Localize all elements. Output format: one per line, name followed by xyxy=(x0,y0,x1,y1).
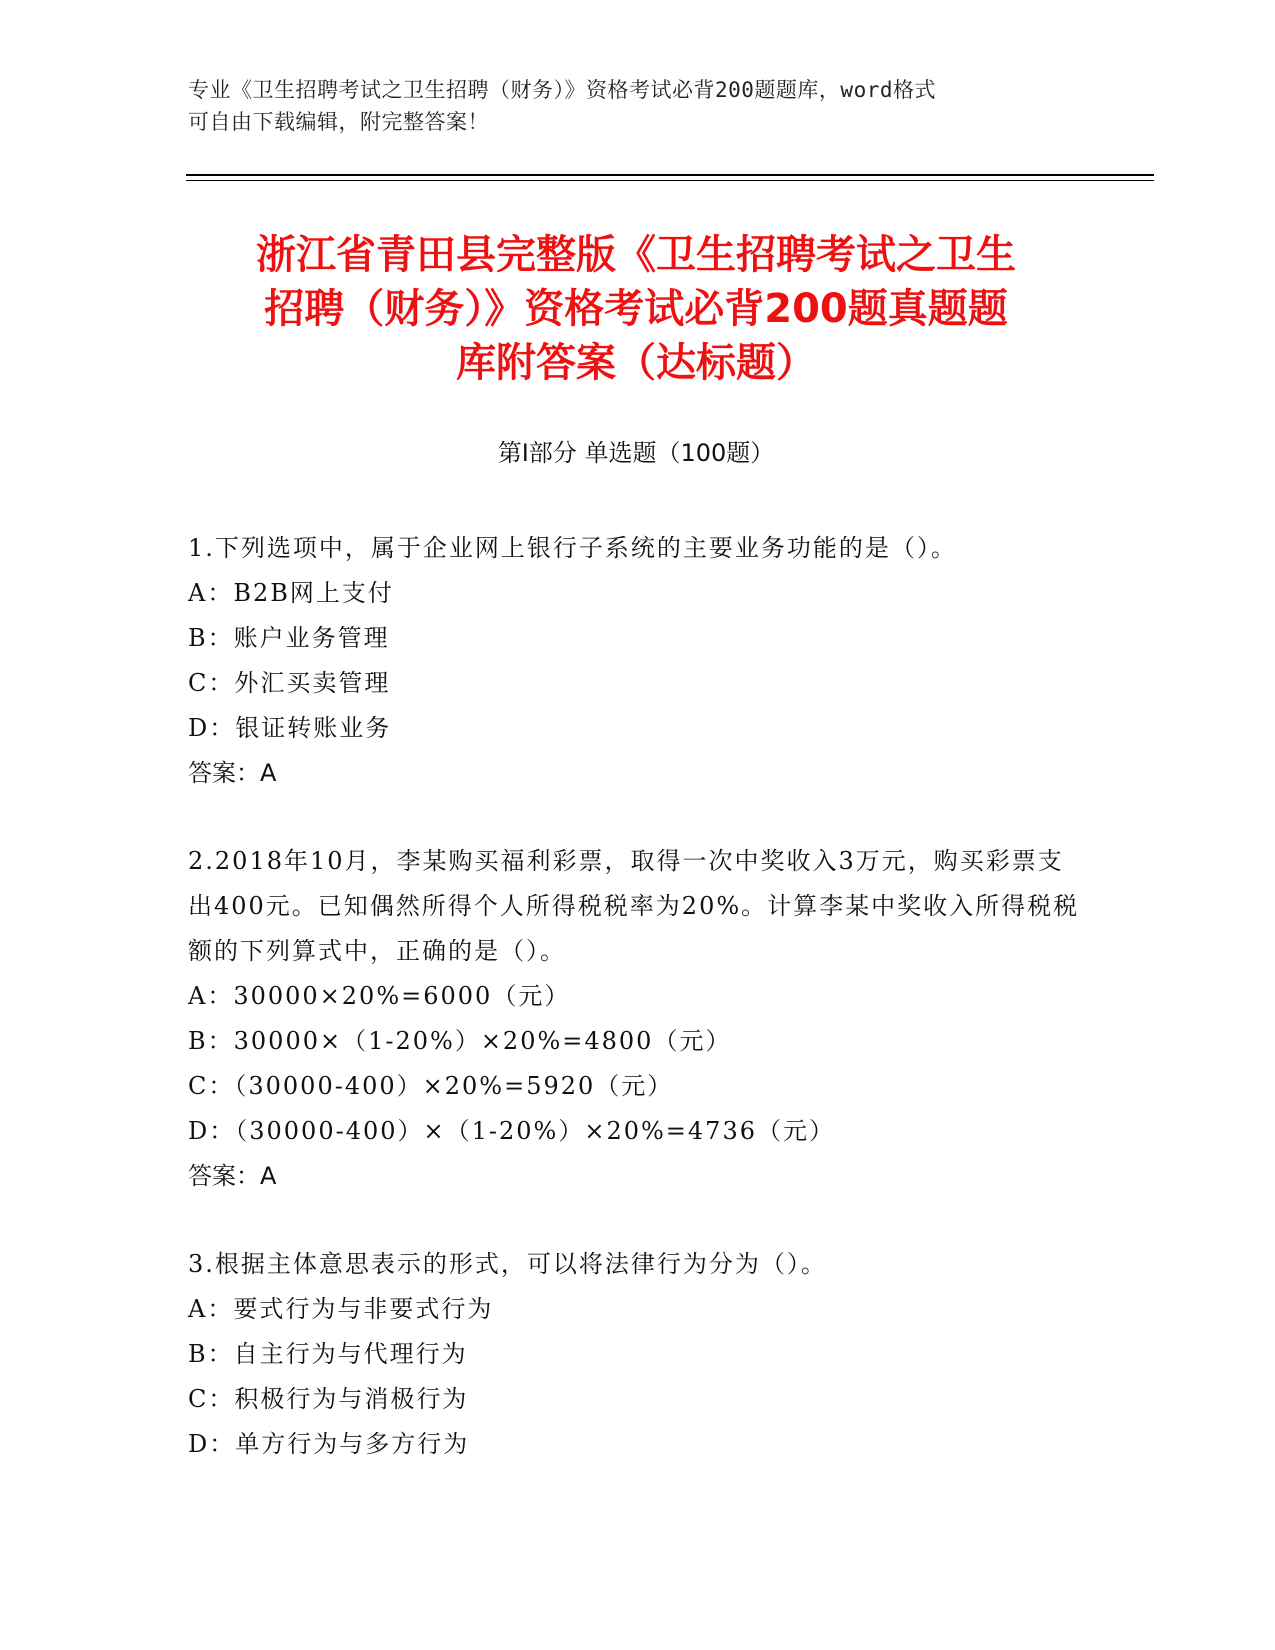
option-d: D：单方行为与多方行为 xyxy=(188,1430,470,1458)
header-divider-thin xyxy=(186,180,1154,181)
document-title xyxy=(186,228,1086,390)
question-3 xyxy=(188,1242,1088,1467)
question-stem: 1.下列选项中，属于企业网上银行子系统的主要业务功能的是（）。 xyxy=(188,534,957,562)
option-a: A：要式行为与非要式行为 xyxy=(188,1295,494,1323)
header-divider-thick xyxy=(186,174,1154,176)
question-1 xyxy=(188,526,1088,796)
option-a: A：B2B网上支付 xyxy=(188,579,394,607)
document-title-line-1: 浙江省青田县完整版《卫生招聘考试之卫生 xyxy=(256,232,1016,278)
option-b: B：30000×（1-20%）×20%=4800（元） xyxy=(188,1027,732,1055)
header-note xyxy=(188,74,1088,138)
header-note-line-2: 可自由下载编辑，附完整答案！ xyxy=(188,110,489,134)
option-c: C：外汇买卖管理 xyxy=(188,669,391,697)
question-stem: 3.根据主体意思表示的形式，可以将法律行为分为（）。 xyxy=(188,1250,827,1278)
option-a: A：30000×20%=6000（元） xyxy=(188,982,571,1010)
answer: 答案：A xyxy=(188,759,277,787)
document-title-line-2: 招聘（财务）》资格考试必背200题真题题 xyxy=(264,286,1008,332)
option-b: B：自主行为与代理行为 xyxy=(188,1340,468,1368)
option-b: B：账户业务管理 xyxy=(188,624,390,652)
question-stem: 2.2018年10月，李某购买福利彩票，取得一次中奖收入3万元，购买彩票支出400元。已知偶然所得个人所得税税率为20%。计算李某中奖收入所得税税额的下列算式中，正确的是（）。 xyxy=(188,847,1080,965)
question-2 xyxy=(188,839,1088,1199)
section-title: 第Ⅰ部分 单选题（100题） xyxy=(497,439,775,467)
option-d: D：（30000-400）×（1-20%）×20%=4736（元） xyxy=(188,1117,835,1145)
question-list xyxy=(188,526,1088,1510)
answer: 答案：A xyxy=(188,1162,277,1190)
option-c: C：积极行为与消极行为 xyxy=(188,1385,469,1413)
header-note-line-1: 专业《卫生招聘考试之卫生招聘（财务）》资格考试必背200题题库，word格式 xyxy=(188,78,936,102)
option-c: C：（30000-400）×20%=5920（元） xyxy=(188,1072,674,1100)
option-d: D：银证转账业务 xyxy=(188,714,392,742)
document-title-line-3: 库附答案（达标题） xyxy=(456,340,816,386)
